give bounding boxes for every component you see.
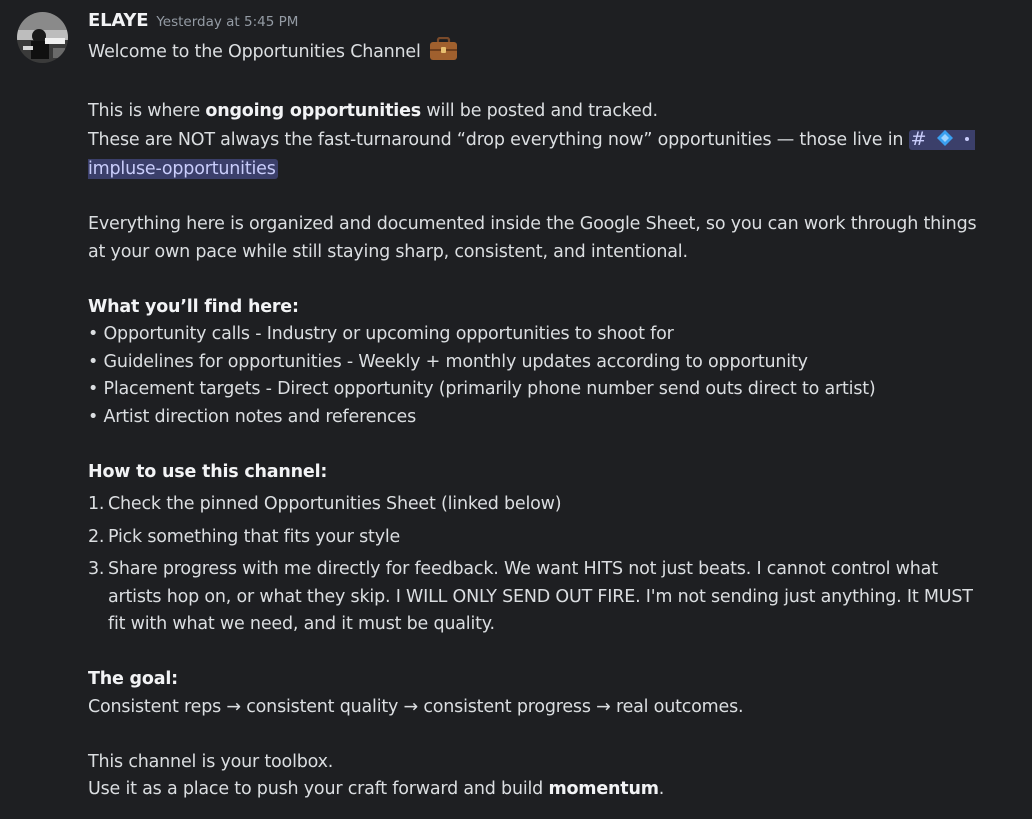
howto-list	[88, 491, 988, 639]
toolbox-text: This channel is your toolbox.	[88, 751, 334, 772]
list-item: • Opportunity calls - Industry or upcoming opportunities to shoot for	[88, 324, 674, 344]
title-line	[88, 37, 988, 71]
username[interactable]: ELAYE	[88, 10, 149, 31]
closing-bold: momentum	[548, 779, 659, 799]
note-line: These are NOT always the fast-turnaround “drop everything now” opportunities — those live in # impluse-opportunities	[88, 126, 988, 184]
howto-heading: How to use this channel:	[88, 461, 328, 482]
intro-bold: ongoing opportunities	[205, 101, 421, 121]
find-heading: What you’ll find here:	[88, 296, 299, 317]
goal-heading: The goal:	[88, 669, 178, 689]
goal-text: Consistent reps → consistent quality → consistent progress → real outcomes.	[88, 696, 744, 717]
message-content	[88, 37, 988, 804]
hash-icon: #	[910, 127, 927, 150]
list-item: 3. Share progress with me directly for feedback. We want HITS not just beats. I cannot control what artists hop on, or what they skip. I WILL ONLY SEND OUT FIRE. I'm not sending just anything. It MUST fit with what we need, and it must be quality.	[88, 559, 973, 634]
organized-text: Everything here is organized and documented inside the Google Sheet, so you can work through things at your own pace while still staying sharp, consistent, and intentional.	[88, 214, 977, 262]
list-item: • Artist direction notes and references	[88, 406, 417, 427]
title-text: Welcome to the Opportunities Channel	[88, 42, 421, 62]
list-item: • Placement targets - Direct opportunity (primarily phone number send outs direct to artist)	[88, 379, 876, 399]
diamond-icon	[936, 129, 954, 157]
briefcase-icon	[429, 37, 458, 71]
closing-line: Use it as a place to push your craft forward and build momentum.	[88, 779, 665, 799]
timestamp[interactable]: Yesterday at 5:45 PM	[156, 14, 299, 30]
list-item: • Guidelines for opportunities - Weekly + monthly updates according to opportunity	[88, 351, 808, 372]
avatar-image	[17, 12, 68, 63]
avatar[interactable]	[17, 12, 68, 63]
intro-line: This is where ongoing opportunities will be posted and tracked.	[88, 101, 658, 121]
list-item: 1. Check the pinned Opportunities Sheet (linked below)	[88, 494, 562, 514]
list-item: 2. Pick something that fits your style	[88, 526, 401, 547]
dot-icon	[965, 137, 969, 141]
channel-mention-name: impluse-opportunities	[88, 159, 276, 179]
message-header	[88, 10, 298, 36]
